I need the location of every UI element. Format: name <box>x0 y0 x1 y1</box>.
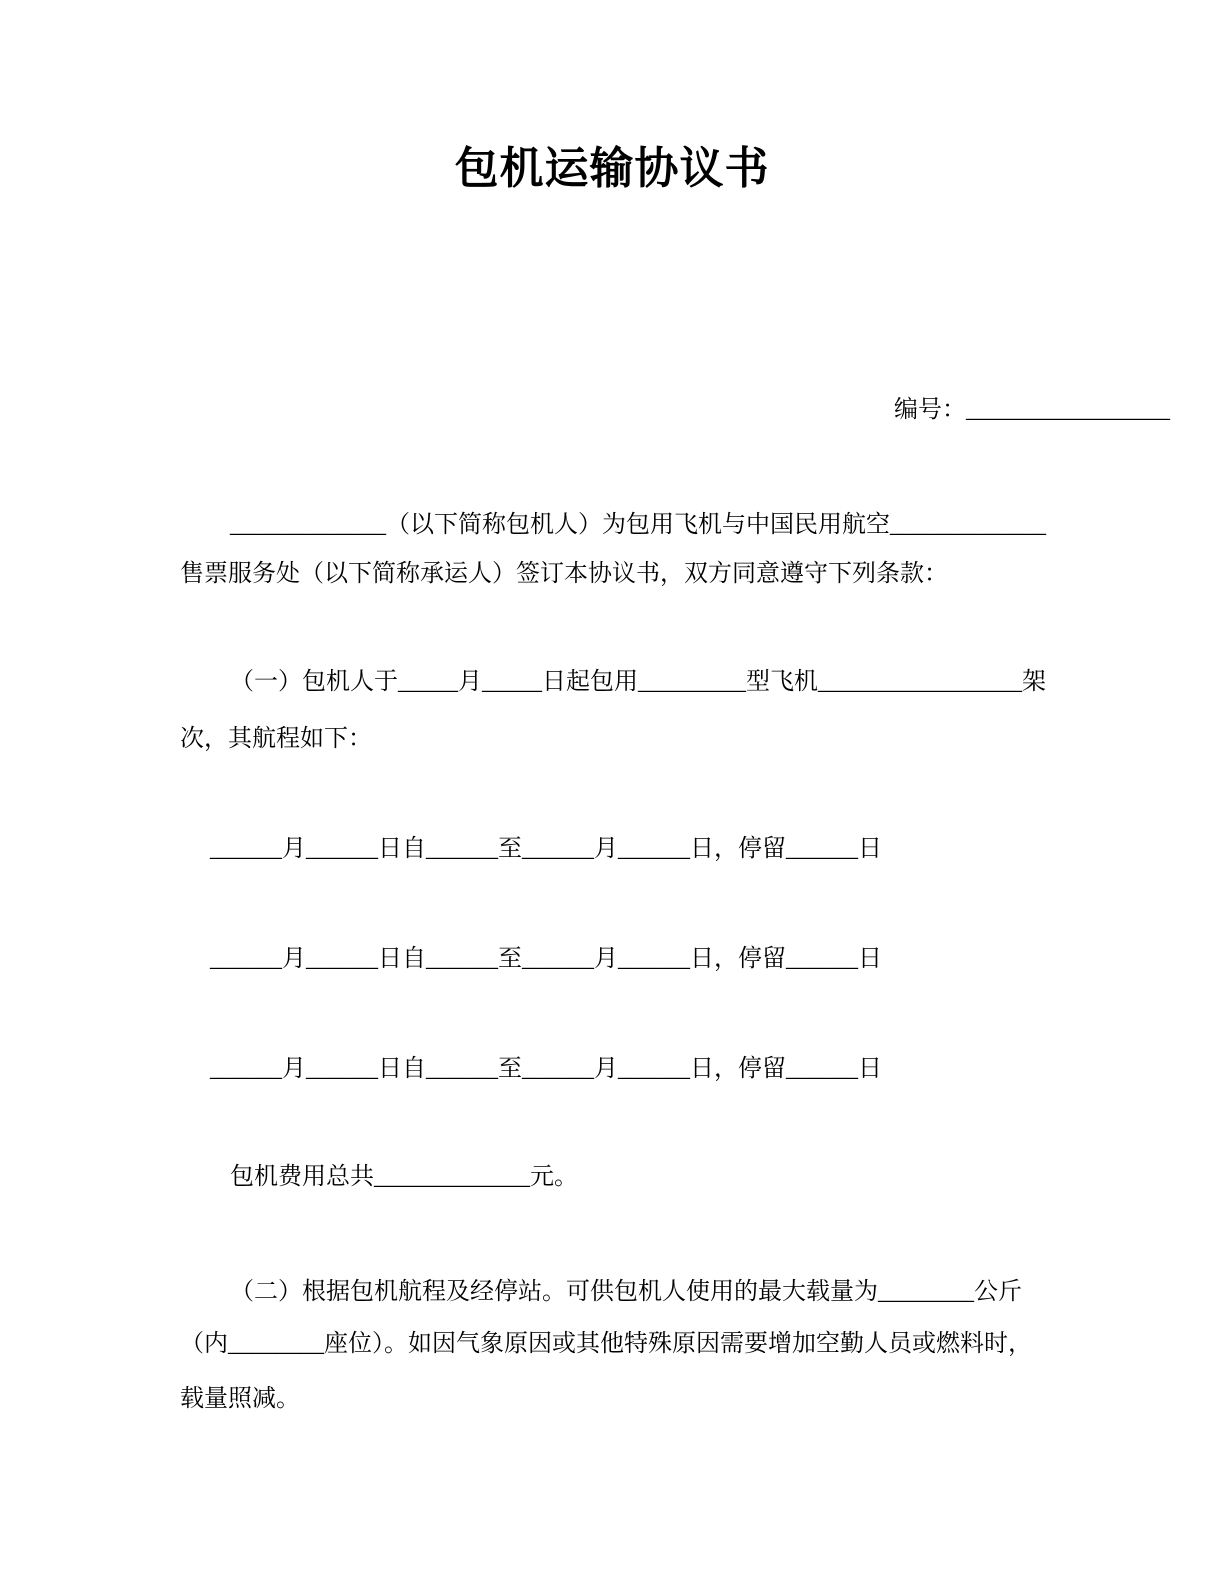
clause2-line-2: （内________座位）。如因气象原因或其他特殊原因需要增加空勤人员或燃料时， <box>180 1331 1032 1357</box>
intro-line-1: _____________（以下简称包机人）为包用飞机与中国民用航空_____________ <box>230 512 1046 538</box>
route-line-2: ______月______日自______至______月______日，停留______日 <box>210 946 882 972</box>
route-line-1: ______月______日自______至______月______日，停留______日 <box>210 836 882 862</box>
doc-number-line <box>894 394 1170 426</box>
clause2-line-1: （二）根据包机航程及经停站。可供包机人使用的最大载量为________公斤 <box>230 1279 1022 1305</box>
fee-line: 包机费用总共_____________元。 <box>230 1164 578 1190</box>
page-title: 包机运输协议书 <box>454 144 770 193</box>
clause1-line-2: 次，其航程如下： <box>180 726 372 752</box>
doc-number-label: 编号： <box>894 397 966 423</box>
doc-number-blank: _________________ <box>966 397 1170 423</box>
intro-line-2: 售票服务处（以下简称承运人）签订本协议书，双方同意遵守下列条款： <box>180 561 948 587</box>
clause1-line-1: （一）包机人于_____月_____日起包用_________型飞机_________________架 <box>230 669 1046 695</box>
clause2-line-3: 载量照减。 <box>180 1386 300 1412</box>
route-line-3: ______月______日自______至______月______日，停留______日 <box>210 1056 882 1082</box>
